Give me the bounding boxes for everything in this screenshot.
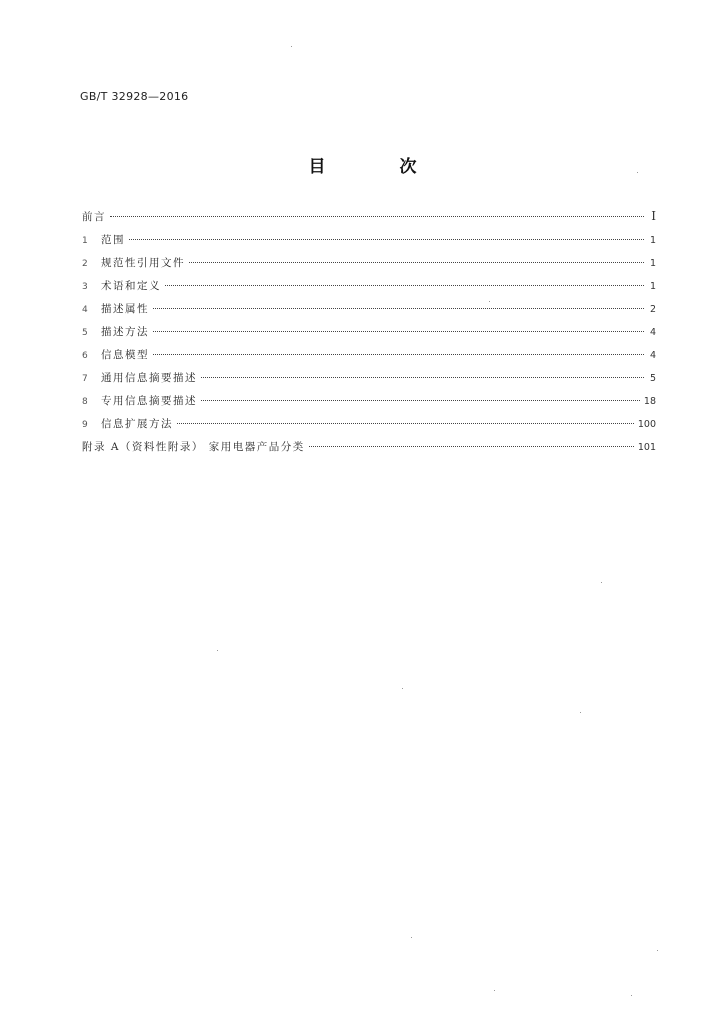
toc-entry-scope[interactable] xyxy=(82,232,656,255)
toc-entry-description-method[interactable] xyxy=(82,324,656,347)
scan-speck xyxy=(217,650,218,651)
toc-page-number: 100 xyxy=(637,419,656,430)
toc-entry-label: 描述属性 xyxy=(101,303,149,315)
toc-section-number: 1 xyxy=(82,236,88,246)
toc-dot-leader xyxy=(110,216,644,217)
page-title: 目 次 xyxy=(308,157,451,177)
toc-section-number: 3 xyxy=(82,282,88,292)
toc-dot-leader xyxy=(177,423,634,424)
toc-entry-label: 专用信息摘要描述 xyxy=(101,395,197,407)
scan-speck xyxy=(411,937,412,938)
toc-dot-leader xyxy=(153,308,644,309)
toc-dot-leader xyxy=(153,331,644,332)
toc-dot-leader xyxy=(201,377,644,378)
toc-entry-general-summary[interactable] xyxy=(82,370,656,393)
toc-dot-leader xyxy=(153,354,644,355)
toc-section-number: 9 xyxy=(82,420,88,430)
scan-speck xyxy=(601,582,602,583)
toc-page-number: I xyxy=(651,209,656,223)
toc-entry-label: 通用信息摘要描述 xyxy=(101,372,197,384)
toc-page-number: 18 xyxy=(643,396,656,407)
toc-entry-appendix-a[interactable] xyxy=(82,439,656,462)
toc-entry-label: 规范性引用文件 xyxy=(101,257,185,269)
toc-entry-label: 描述方法 xyxy=(101,326,149,338)
toc-entry-normative-references[interactable] xyxy=(82,255,656,278)
scan-speck xyxy=(631,995,632,996)
toc-section-number: 6 xyxy=(82,351,88,361)
toc-page-number: 101 xyxy=(637,442,656,453)
toc-page-number: 1 xyxy=(649,258,656,269)
toc-dot-leader xyxy=(129,239,644,240)
toc-page-number: 1 xyxy=(649,235,656,246)
toc-entry-label: 范围 xyxy=(101,234,125,246)
toc-entry-label: 信息扩展方法 xyxy=(101,418,173,430)
toc-dot-leader xyxy=(165,285,644,286)
toc-entry-terms-definitions[interactable] xyxy=(82,278,656,301)
scan-speck xyxy=(637,172,638,173)
toc-page-number: 5 xyxy=(649,373,656,384)
toc-entry-label: 术语和定义 xyxy=(101,280,161,292)
toc-section-number: 4 xyxy=(82,305,88,315)
toc-page-number: 4 xyxy=(649,327,656,338)
scan-speck xyxy=(494,990,495,991)
table-of-contents xyxy=(82,209,656,462)
scan-speck xyxy=(489,301,490,302)
scan-speck xyxy=(657,950,658,951)
toc-dot-leader xyxy=(201,400,640,401)
toc-entry-label: 前言 xyxy=(82,211,106,223)
toc-dot-leader xyxy=(189,262,644,263)
toc-entry-information-model[interactable] xyxy=(82,347,656,370)
scan-speck xyxy=(580,712,581,713)
toc-entry-extension-method[interactable] xyxy=(82,416,656,439)
toc-entry-description-attributes[interactable] xyxy=(82,301,656,324)
toc-page-number: 2 xyxy=(649,304,656,315)
toc-section-number: 8 xyxy=(82,397,88,407)
document-header: GB/T 32928—2016 xyxy=(80,90,189,103)
toc-section-number: 2 xyxy=(82,259,88,269)
toc-dot-leader xyxy=(309,446,634,447)
scan-speck xyxy=(291,46,292,47)
toc-entry-label: 信息模型 xyxy=(101,349,149,361)
toc-entry-label: 附录 A（资料性附录） 家用电器产品分类 xyxy=(82,441,305,453)
scan-speck xyxy=(402,688,403,689)
toc-entry-specific-summary[interactable] xyxy=(82,393,656,416)
toc-entry-foreword[interactable] xyxy=(82,209,656,232)
toc-page-number: 1 xyxy=(649,281,656,292)
toc-page-number: 4 xyxy=(649,350,656,361)
toc-section-number: 7 xyxy=(82,374,88,384)
toc-section-number: 5 xyxy=(82,328,88,338)
